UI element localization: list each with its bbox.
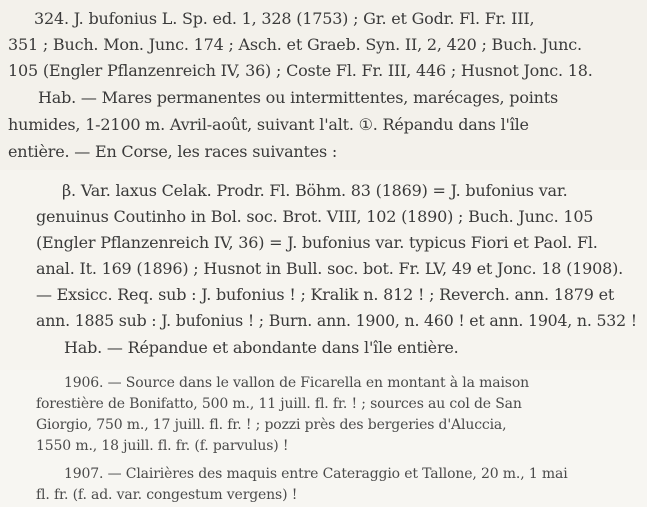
record-1907-line-1: 1907. — Clairières des maquis entre Cateraggio et Tallone, 20 m., 1 mai: [64, 466, 568, 482]
variety-exsicc-line-2: ann. 1885 sub : J. bufonius ! ; Burn. ann. 1900, n. 460 ! et ann. 1904, n. 532 !: [36, 311, 637, 330]
variety-exsicc-line-1: — Exsicc. Req. sub : J. bufonius ! ; Kralik n. 812 ! ; Reverch. ann. 1879 et: [36, 285, 615, 304]
variety-line-4: anal. It. 169 (1896) ; Husnot in Bull. soc. bot. Fr. LV, 49 et Jonc. 18 (1908).: [36, 259, 624, 278]
record-1906-line-3: Giorgio, 750 m., 17 juill. fl. fr. ! ; pozzi près des bergeries d'Alucciа,: [36, 417, 507, 433]
entry-line-1: 324. J. bufonius L. Sp. ed. 1, 328 (1753) ; Gr. et Godr. Fl. Fr. III,: [34, 9, 535, 28]
record-1906-line-4: 1550 m., 18 juill. fl. fr. (f. parvulus) !: [36, 438, 289, 454]
variety-line-1: β. Var. laxus Celak. Prodr. Fl. Böhm. 83 (1869) = J. bufonius var.: [62, 181, 568, 200]
variety-entry: [0, 170, 647, 370]
variety-habitat: Hab. — Répandue et abondante dans l'île entière.: [64, 338, 459, 357]
entry-habitat-line-2: humides, 1-2100 m. Avril-août, suivant l'alt. ①. Répandu dans l'île: [8, 115, 529, 134]
variety-line-2: genuinus Coutinho in Bol. soc. Brot. VIII, 102 (1890) ; Buch. Junc. 105: [36, 207, 594, 226]
entry-habitat-line-3: entière. — En Corse, les races suivantes :: [8, 142, 338, 161]
entry-habitat-line-1: Hab. — Mares permanentes ou intermittentes, marécages, points: [38, 88, 559, 107]
record-1906-line-1: 1906. — Source dans le vallon de Ficarella en montant à la maison: [64, 375, 529, 391]
entry-line-2: 351 ; Buch. Mon. Junc. 174 ; Asch. et Graeb. Syn. II, 2, 420 ; Buch. Junc.: [8, 35, 582, 54]
record-1906-line-2: forestière de Bonifatto, 500 m., 11 juill. fl. fr. ! ; sources au col de San: [36, 396, 522, 412]
collection-records: [0, 370, 647, 507]
entry-line-3: 105 (Engler Pflanzenreich IV, 36) ; Coste Fl. Fr. III, 446 ; Husnot Jonc. 18.: [8, 61, 593, 80]
variety-line-3: (Engler Pflanzenreich IV, 36) = J. bufonius var. typicus Fiori et Paol. Fl.: [36, 233, 598, 252]
record-1907-line-2: fl. fr. (f. ad. var. congestum vergens) !: [36, 487, 298, 503]
species-entry: [0, 0, 647, 170]
